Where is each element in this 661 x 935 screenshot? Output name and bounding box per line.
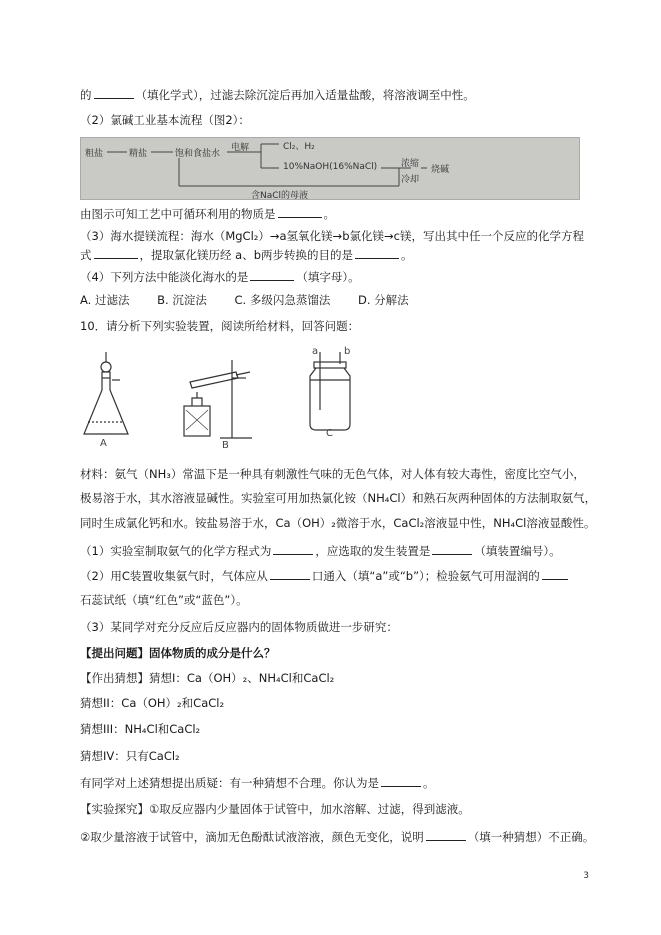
flow-node-crude-salt: 粗盐 (85, 149, 104, 159)
q10-2-cont: 石蕊试纸（填“红色”或“蓝色”）。 (80, 593, 248, 607)
caption-a: A (100, 438, 107, 449)
problem-heading: 【提出问题】固体物质的成分是什么？ (80, 646, 276, 660)
flow-diagram (80, 137, 580, 200)
line-4: （3）海水提镁流程：海水（MgCl₂）→a氢氧化镁→b氯化镁→c镁，写出其中任一个反应的化学方程 (80, 229, 584, 243)
experiment-1: 【实验探究】①取反应器内少量固体于试管中，加水溶解、过滤，得到滤液。 (80, 802, 470, 816)
answer-blank[interactable] (542, 567, 568, 580)
doubt-line: 有同学对上述猜想提出质疑：有一种猜想不合理。你认为是 。 (80, 776, 435, 790)
experiment-2: ②取少量溶液于试管中，滴加无色酚酞试液溶液，颜色无变化，说明 （填一种猜想）不正确。 (80, 830, 595, 844)
caption-port-b: b (344, 346, 351, 357)
q10-2: （2）用C装置收集氨气时，气体应从 口通入（填“a”或“b”）；检验氨气可用湿润的 (80, 567, 570, 584)
q10-1: （1）实验室制取氨气的化学方程式为 ，应选取的发生装置是 （填装置编号）。 (80, 544, 561, 558)
flow-node-caustic-soda: 烧碱 (431, 165, 450, 175)
caption-port-a: a (312, 346, 319, 357)
flow-label-concentrate: 浓缩 (401, 159, 420, 169)
hypothesis-1: 【作出猜想】猜想I：Ca（OH）₂、NH₄Cl和CaCl₂ (80, 671, 335, 685)
line-5: 式 ，提取氯化镁历经 a、b两步转换的目的是 。 (80, 248, 413, 262)
flow-node-refined-salt: 精盐 (129, 149, 148, 159)
hypothesis-3: 猜想III：NH₄Cl和CaCl₂ (80, 722, 201, 736)
hypothesis-2: 猜想II：Ca（OH）₂和CaCl₂ (80, 696, 225, 710)
answer-blank[interactable] (278, 205, 322, 218)
flow-node-brine: 饱和食盐水 (175, 149, 221, 159)
question-10: 10．请分析下列实验装置，阅读所给材料，回答问题： (80, 319, 360, 333)
answer-blank[interactable] (94, 86, 134, 99)
answer-blank[interactable] (432, 542, 472, 555)
answer-blank[interactable] (355, 246, 399, 259)
answer-blank[interactable] (94, 246, 138, 259)
flow-label-electrolysis: 电解 (231, 143, 250, 153)
apparatus-a-flask (78, 350, 138, 450)
caption-c: C (326, 428, 333, 439)
material-line-3: 同时生成氯化钙和水。铵盐易溶于水，Ca（OH）₂微溶于水，CaCl₂溶液显中性，NH₄Cl溶液显酸性。 (80, 516, 596, 530)
option-c[interactable]: C. 多级闪急蒸馏法 (234, 293, 331, 307)
flow-node-gases: Cl₂、H₂ (283, 142, 315, 152)
flow-label-cool: 冷却 (401, 175, 420, 185)
option-d[interactable]: D. 分解法 (358, 293, 409, 307)
line-1: 的 （填化学式），过滤去除沉淀后再加入适量盐酸，将溶液调至中性。 (80, 88, 475, 102)
hypothesis-4: 猜想IV：只有CaCl₂ (80, 749, 180, 763)
apparatus-b-heating (180, 350, 260, 450)
flow-node-naoh: 10%NaOH(16%NaCl) (283, 162, 378, 172)
line-2: （2）氯碱工业基本流程（图2）： (80, 113, 250, 127)
page-number: 3 (583, 871, 589, 881)
material-line-1: 材料：氨气（NH₃）常温下是一种具有刺激性气味的无色气体，对人体有较大毒性，密度比空气小， (80, 467, 585, 481)
answer-blank[interactable] (426, 828, 466, 841)
answer-blank[interactable] (270, 567, 310, 580)
option-b[interactable]: B. 沉淀法 (157, 293, 207, 307)
option-a[interactable]: A. 过滤法 (80, 293, 130, 307)
answer-blank[interactable] (250, 268, 294, 281)
material-line-2: 极易溶于水，其水溶液显碱性。实验室可用加热氯化铵（NH₄Cl）和熟石灰两种固体的方法制取氨气， (80, 491, 597, 505)
flow-node-mother-liquor: 含NaCl的母液 (251, 191, 309, 201)
answer-blank[interactable] (273, 542, 313, 555)
options-row (80, 292, 433, 308)
line-3: 由图示可知工艺中可循环利用的物质是 。 (80, 207, 335, 221)
answer-blank[interactable] (381, 774, 421, 787)
q10-3: （3）某同学对充分反应后反应器内的固体物质做进一步研究： (80, 620, 398, 634)
caption-b: B (222, 440, 229, 451)
line-6: （4）下列方法中能淡化海水的是 （填字母）。 (80, 270, 360, 284)
